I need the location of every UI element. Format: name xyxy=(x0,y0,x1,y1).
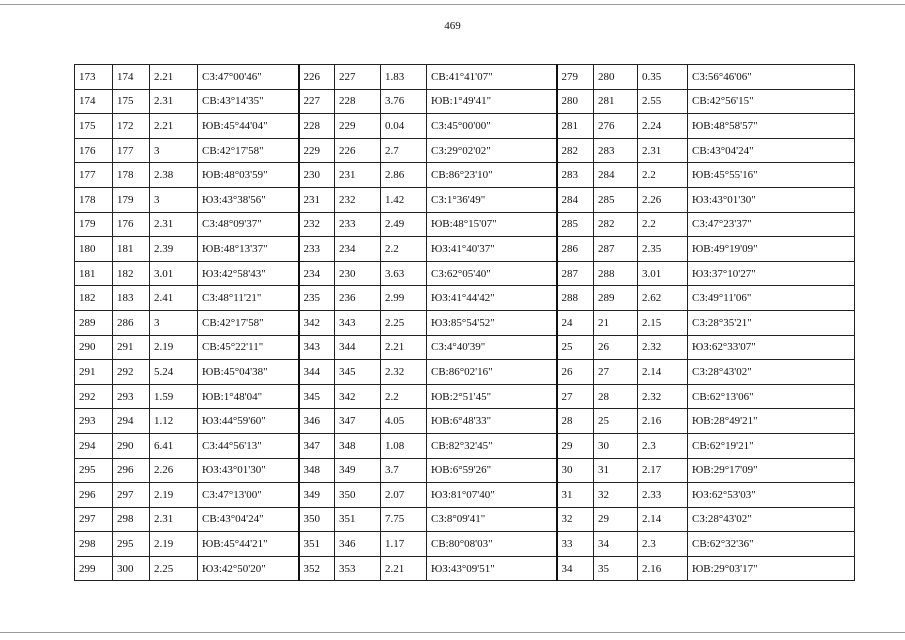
to-point-cell: 347 xyxy=(335,409,381,434)
length-cell: 1.17 xyxy=(381,532,427,557)
page-number: 469 xyxy=(444,20,461,32)
from-point-cell: 29 xyxy=(557,433,594,458)
to-point-cell: 349 xyxy=(335,458,381,483)
from-point-cell: 232 xyxy=(299,212,335,237)
length-cell: 2.41 xyxy=(150,286,198,311)
bearing-cell: СЗ:48°11'21" xyxy=(198,286,299,311)
to-point-cell: 346 xyxy=(335,532,381,557)
bearing-cell: СВ:62°19'21" xyxy=(688,433,855,458)
table-row xyxy=(75,458,855,483)
to-point-cell: 229 xyxy=(335,114,381,139)
length-cell: 2.35 xyxy=(638,237,688,262)
to-point-cell: 286 xyxy=(113,310,150,335)
to-point-cell: 34 xyxy=(594,532,638,557)
from-point-cell: 295 xyxy=(75,458,113,483)
to-point-cell: 342 xyxy=(335,384,381,409)
length-cell: 2.21 xyxy=(381,556,427,581)
from-point-cell: 284 xyxy=(557,187,594,212)
table-row xyxy=(75,360,855,385)
length-cell: 2.07 xyxy=(381,483,427,508)
to-point-cell: 181 xyxy=(113,237,150,262)
bearing-cell: СВ:43°04'24" xyxy=(198,507,299,532)
to-point-cell: 288 xyxy=(594,261,638,286)
length-cell: 2.21 xyxy=(150,65,198,90)
bearing-cell: ЮВ:45°04'38" xyxy=(198,360,299,385)
from-point-cell: 27 xyxy=(557,384,594,409)
length-cell: 2.86 xyxy=(381,163,427,188)
table-row xyxy=(75,89,855,114)
from-point-cell: 346 xyxy=(299,409,335,434)
from-point-cell: 283 xyxy=(557,163,594,188)
length-cell: 3 xyxy=(150,310,198,335)
bearing-cell: ЮЗ:81°07'40" xyxy=(427,483,557,508)
table-row xyxy=(75,138,855,163)
from-point-cell: 349 xyxy=(299,483,335,508)
bearing-cell: ЮЗ:85°54'52" xyxy=(427,310,557,335)
to-point-cell: 231 xyxy=(335,163,381,188)
from-point-cell: 347 xyxy=(299,433,335,458)
length-cell: 2.62 xyxy=(638,286,688,311)
bearing-table xyxy=(74,64,855,581)
bearing-cell: СВ:43°04'24" xyxy=(688,138,855,163)
length-cell: 2.14 xyxy=(638,360,688,385)
bearing-cell: СВ:45°22'11" xyxy=(198,335,299,360)
to-point-cell: 344 xyxy=(335,335,381,360)
to-point-cell: 350 xyxy=(335,483,381,508)
to-point-cell: 183 xyxy=(113,286,150,311)
length-cell: 2.33 xyxy=(638,483,688,508)
from-point-cell: 348 xyxy=(299,458,335,483)
table-row xyxy=(75,212,855,237)
table-body xyxy=(75,65,855,581)
table-row xyxy=(75,310,855,335)
length-cell: 2.31 xyxy=(150,212,198,237)
bearing-cell: ЮВ:45°44'21" xyxy=(198,532,299,557)
bearing-cell: СВ:42°17'58" xyxy=(198,310,299,335)
table-row xyxy=(75,384,855,409)
bearing-cell: СВ:86°23'10" xyxy=(427,163,557,188)
from-point-cell: 344 xyxy=(299,360,335,385)
to-point-cell: 289 xyxy=(594,286,638,311)
to-point-cell: 348 xyxy=(335,433,381,458)
length-cell: 2.14 xyxy=(638,507,688,532)
table-row xyxy=(75,65,855,90)
bearing-cell: ЮВ:29°03'17" xyxy=(688,556,855,581)
from-point-cell: 342 xyxy=(299,310,335,335)
to-point-cell: 276 xyxy=(594,114,638,139)
from-point-cell: 226 xyxy=(299,65,335,90)
from-point-cell: 297 xyxy=(75,507,113,532)
table-row xyxy=(75,261,855,286)
table-row xyxy=(75,532,855,557)
to-point-cell: 284 xyxy=(594,163,638,188)
from-point-cell: 32 xyxy=(557,507,594,532)
from-point-cell: 282 xyxy=(557,138,594,163)
bearing-cell: ЮВ:28°49'21" xyxy=(688,409,855,434)
bearing-cell: СЗ:29°02'02" xyxy=(427,138,557,163)
length-cell: 1.59 xyxy=(150,384,198,409)
bearing-cell: СЗ:56°46'06" xyxy=(688,65,855,90)
to-point-cell: 28 xyxy=(594,384,638,409)
bearing-cell: СЗ:44°56'13" xyxy=(198,433,299,458)
bearing-cell: СЗ:48°09'37" xyxy=(198,212,299,237)
length-cell: 1.12 xyxy=(150,409,198,434)
to-point-cell: 228 xyxy=(335,89,381,114)
bearing-cell: СВ:41°41'07" xyxy=(427,65,557,90)
to-point-cell: 227 xyxy=(335,65,381,90)
from-point-cell: 179 xyxy=(75,212,113,237)
to-point-cell: 293 xyxy=(113,384,150,409)
from-point-cell: 352 xyxy=(299,556,335,581)
from-point-cell: 293 xyxy=(75,409,113,434)
length-cell: 1.08 xyxy=(381,433,427,458)
from-point-cell: 291 xyxy=(75,360,113,385)
table-row xyxy=(75,433,855,458)
bearing-cell: ЮВ:6°59'26" xyxy=(427,458,557,483)
to-point-cell: 282 xyxy=(594,212,638,237)
to-point-cell: 343 xyxy=(335,310,381,335)
to-point-cell: 176 xyxy=(113,212,150,237)
from-point-cell: 296 xyxy=(75,483,113,508)
to-point-cell: 236 xyxy=(335,286,381,311)
to-point-cell: 283 xyxy=(594,138,638,163)
to-point-cell: 21 xyxy=(594,310,638,335)
bearing-cell: ЮЗ:62°33'07" xyxy=(688,335,855,360)
from-point-cell: 230 xyxy=(299,163,335,188)
to-point-cell: 172 xyxy=(113,114,150,139)
table-row xyxy=(75,286,855,311)
from-point-cell: 181 xyxy=(75,261,113,286)
bearing-cell: ЮВ:29°17'09" xyxy=(688,458,855,483)
bearing-cell: СЗ:8°09'41" xyxy=(427,507,557,532)
to-point-cell: 297 xyxy=(113,483,150,508)
length-cell: 2.49 xyxy=(381,212,427,237)
bearing-cell: ЮЗ:62°53'03" xyxy=(688,483,855,508)
length-cell: 2.3 xyxy=(638,433,688,458)
from-point-cell: 182 xyxy=(75,286,113,311)
length-cell: 2.55 xyxy=(638,89,688,114)
length-cell: 2.38 xyxy=(150,163,198,188)
bearing-cell: ЮЗ:43°38'56" xyxy=(198,187,299,212)
length-cell: 2.17 xyxy=(638,458,688,483)
from-point-cell: 299 xyxy=(75,556,113,581)
bearing-cell: ЮВ:2°51'45" xyxy=(427,384,557,409)
length-cell: 3 xyxy=(150,187,198,212)
from-point-cell: 343 xyxy=(299,335,335,360)
from-point-cell: 31 xyxy=(557,483,594,508)
top-scan-rule xyxy=(0,4,905,5)
length-cell: 0.35 xyxy=(638,65,688,90)
to-point-cell: 179 xyxy=(113,187,150,212)
length-cell: 3.7 xyxy=(381,458,427,483)
from-point-cell: 279 xyxy=(557,65,594,90)
to-point-cell: 32 xyxy=(594,483,638,508)
from-point-cell: 33 xyxy=(557,532,594,557)
to-point-cell: 281 xyxy=(594,89,638,114)
table-row xyxy=(75,187,855,212)
to-point-cell: 35 xyxy=(594,556,638,581)
to-point-cell: 234 xyxy=(335,237,381,262)
bearing-cell: СВ:86°02'16" xyxy=(427,360,557,385)
from-point-cell: 229 xyxy=(299,138,335,163)
length-cell: 1.83 xyxy=(381,65,427,90)
from-point-cell: 286 xyxy=(557,237,594,262)
bearing-cell: ЮЗ:37°10'27" xyxy=(688,261,855,286)
length-cell: 2.7 xyxy=(381,138,427,163)
length-cell: 2.25 xyxy=(381,310,427,335)
length-cell: 5.24 xyxy=(150,360,198,385)
bearing-cell: ЮВ:45°55'16" xyxy=(688,163,855,188)
from-point-cell: 289 xyxy=(75,310,113,335)
bearing-cell: ЮВ:1°48'04" xyxy=(198,384,299,409)
from-point-cell: 285 xyxy=(557,212,594,237)
bearing-cell: ЮВ:6°48'33" xyxy=(427,409,557,434)
to-point-cell: 182 xyxy=(113,261,150,286)
from-point-cell: 281 xyxy=(557,114,594,139)
table-row xyxy=(75,237,855,262)
length-cell: 2.25 xyxy=(150,556,198,581)
table-row xyxy=(75,507,855,532)
length-cell: 2.16 xyxy=(638,556,688,581)
bearing-cell: ЮВ:48°58'57" xyxy=(688,114,855,139)
to-point-cell: 287 xyxy=(594,237,638,262)
length-cell: 6.41 xyxy=(150,433,198,458)
from-point-cell: 234 xyxy=(299,261,335,286)
to-point-cell: 30 xyxy=(594,433,638,458)
to-point-cell: 232 xyxy=(335,187,381,212)
bearing-cell: СЗ:28°35'21" xyxy=(688,310,855,335)
to-point-cell: 290 xyxy=(113,433,150,458)
length-cell: 2.2 xyxy=(381,384,427,409)
bearing-cell: ЮЗ:41°40'37" xyxy=(427,237,557,262)
bearing-cell: СЗ:49°11'06" xyxy=(688,286,855,311)
bearing-cell: СЗ:28°43'02" xyxy=(688,507,855,532)
table-row xyxy=(75,163,855,188)
from-point-cell: 173 xyxy=(75,65,113,90)
to-point-cell: 298 xyxy=(113,507,150,532)
to-point-cell: 178 xyxy=(113,163,150,188)
from-point-cell: 292 xyxy=(75,384,113,409)
length-cell: 2.2 xyxy=(638,163,688,188)
length-cell: 2.19 xyxy=(150,532,198,557)
from-point-cell: 28 xyxy=(557,409,594,434)
to-point-cell: 29 xyxy=(594,507,638,532)
length-cell: 2.19 xyxy=(150,483,198,508)
bearing-cell: ЮВ:45°44'04" xyxy=(198,114,299,139)
from-point-cell: 25 xyxy=(557,335,594,360)
bearing-cell: ЮЗ:43°09'51" xyxy=(427,556,557,581)
bearing-cell: СЗ:47°13'00" xyxy=(198,483,299,508)
bearing-cell: СЗ:47°23'37" xyxy=(688,212,855,237)
length-cell: 4.05 xyxy=(381,409,427,434)
to-point-cell: 295 xyxy=(113,532,150,557)
length-cell: 2.2 xyxy=(381,237,427,262)
from-point-cell: 178 xyxy=(75,187,113,212)
to-point-cell: 291 xyxy=(113,335,150,360)
to-point-cell: 27 xyxy=(594,360,638,385)
length-cell: 2.32 xyxy=(638,384,688,409)
length-cell: 3 xyxy=(150,138,198,163)
to-point-cell: 31 xyxy=(594,458,638,483)
from-point-cell: 24 xyxy=(557,310,594,335)
from-point-cell: 174 xyxy=(75,89,113,114)
length-cell: 2.3 xyxy=(638,532,688,557)
bearing-cell: СВ:42°56'15" xyxy=(688,89,855,114)
length-cell: 2.26 xyxy=(638,187,688,212)
length-cell: 2.31 xyxy=(638,138,688,163)
from-point-cell: 177 xyxy=(75,163,113,188)
to-point-cell: 175 xyxy=(113,89,150,114)
bearing-cell: СЗ:62°05'40" xyxy=(427,261,557,286)
bearing-cell: ЮВ:1°49'41" xyxy=(427,89,557,114)
table-row xyxy=(75,556,855,581)
length-cell: 2.31 xyxy=(150,89,198,114)
to-point-cell: 345 xyxy=(335,360,381,385)
table-row xyxy=(75,409,855,434)
length-cell: 2.21 xyxy=(381,335,427,360)
length-cell: 2.31 xyxy=(150,507,198,532)
bearing-cell: СВ:62°32'36" xyxy=(688,532,855,557)
to-point-cell: 230 xyxy=(335,261,381,286)
bearing-cell: ЮЗ:44°59'60" xyxy=(198,409,299,434)
bearing-cell: ЮЗ:43°01'30" xyxy=(688,187,855,212)
to-point-cell: 25 xyxy=(594,409,638,434)
to-point-cell: 26 xyxy=(594,335,638,360)
length-cell: 3.63 xyxy=(381,261,427,286)
from-point-cell: 233 xyxy=(299,237,335,262)
bearing-cell: СЗ:28°43'02" xyxy=(688,360,855,385)
length-cell: 2.2 xyxy=(638,212,688,237)
bearing-cell: ЮВ:48°15'07" xyxy=(427,212,557,237)
from-point-cell: 228 xyxy=(299,114,335,139)
bearing-cell: СЗ:1°36'49" xyxy=(427,187,557,212)
from-point-cell: 231 xyxy=(299,187,335,212)
bearing-cell: СЗ:4°40'39" xyxy=(427,335,557,360)
from-point-cell: 290 xyxy=(75,335,113,360)
length-cell: 2.32 xyxy=(381,360,427,385)
bearing-cell: СВ:42°17'58" xyxy=(198,138,299,163)
to-point-cell: 296 xyxy=(113,458,150,483)
length-cell: 0.04 xyxy=(381,114,427,139)
from-point-cell: 235 xyxy=(299,286,335,311)
bearing-cell: СВ:80°08'03" xyxy=(427,532,557,557)
from-point-cell: 176 xyxy=(75,138,113,163)
bearing-cell: ЮЗ:42°50'20" xyxy=(198,556,299,581)
to-point-cell: 233 xyxy=(335,212,381,237)
from-point-cell: 30 xyxy=(557,458,594,483)
from-point-cell: 298 xyxy=(75,532,113,557)
length-cell: 2.15 xyxy=(638,310,688,335)
bearing-cell: СЗ:45°00'00" xyxy=(427,114,557,139)
length-cell: 3.76 xyxy=(381,89,427,114)
to-point-cell: 353 xyxy=(335,556,381,581)
from-point-cell: 350 xyxy=(299,507,335,532)
bearing-cell: СВ:82°32'45" xyxy=(427,433,557,458)
bearing-cell: ЮВ:48°03'59" xyxy=(198,163,299,188)
table-row xyxy=(75,335,855,360)
length-cell: 2.16 xyxy=(638,409,688,434)
length-cell: 2.24 xyxy=(638,114,688,139)
bearing-cell: СЗ:47°00'46" xyxy=(198,65,299,90)
length-cell: 2.26 xyxy=(150,458,198,483)
from-point-cell: 280 xyxy=(557,89,594,114)
from-point-cell: 180 xyxy=(75,237,113,262)
bearing-cell: ЮВ:49°19'09" xyxy=(688,237,855,262)
from-point-cell: 26 xyxy=(557,360,594,385)
length-cell: 3.01 xyxy=(150,261,198,286)
length-cell: 2.19 xyxy=(150,335,198,360)
to-point-cell: 285 xyxy=(594,187,638,212)
bearing-cell: СВ:43°14'35" xyxy=(198,89,299,114)
to-point-cell: 351 xyxy=(335,507,381,532)
from-point-cell: 345 xyxy=(299,384,335,409)
length-cell: 2.32 xyxy=(638,335,688,360)
to-point-cell: 294 xyxy=(113,409,150,434)
from-point-cell: 287 xyxy=(557,261,594,286)
bottom-scan-rule xyxy=(0,632,905,633)
from-point-cell: 175 xyxy=(75,114,113,139)
bearing-cell: ЮЗ:42°58'43" xyxy=(198,261,299,286)
to-point-cell: 177 xyxy=(113,138,150,163)
length-cell: 3.01 xyxy=(638,261,688,286)
length-cell: 7.75 xyxy=(381,507,427,532)
length-cell: 2.99 xyxy=(381,286,427,311)
from-point-cell: 34 xyxy=(557,556,594,581)
from-point-cell: 351 xyxy=(299,532,335,557)
length-cell: 2.21 xyxy=(150,114,198,139)
to-point-cell: 292 xyxy=(113,360,150,385)
to-point-cell: 300 xyxy=(113,556,150,581)
from-point-cell: 227 xyxy=(299,89,335,114)
to-point-cell: 280 xyxy=(594,65,638,90)
to-point-cell: 226 xyxy=(335,138,381,163)
bearing-cell: ЮВ:48°13'37" xyxy=(198,237,299,262)
from-point-cell: 294 xyxy=(75,433,113,458)
table-row xyxy=(75,483,855,508)
from-point-cell: 288 xyxy=(557,286,594,311)
to-point-cell: 174 xyxy=(113,65,150,90)
bearing-cell: ЮЗ:43°01'30" xyxy=(198,458,299,483)
bearing-cell: СВ:62°13'06" xyxy=(688,384,855,409)
length-cell: 1.42 xyxy=(381,187,427,212)
length-cell: 2.39 xyxy=(150,237,198,262)
bearing-cell: ЮЗ:41°44'42" xyxy=(427,286,557,311)
table-row xyxy=(75,114,855,139)
